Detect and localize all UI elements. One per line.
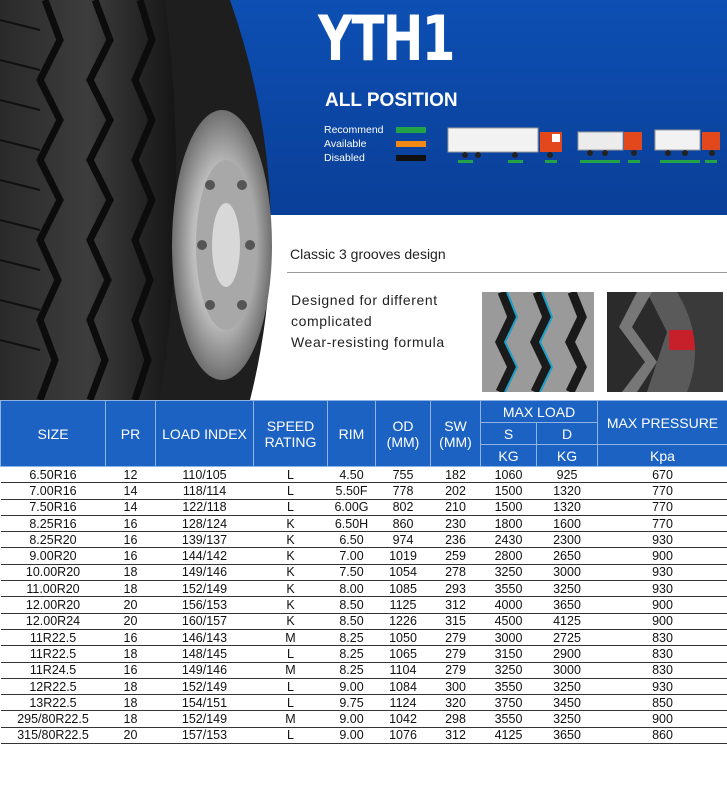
col-unit-kg-d: KG (537, 445, 598, 467)
col-load-d: D (537, 423, 598, 445)
table-cell: 974 (376, 532, 431, 548)
table-cell: 118/114 (156, 483, 254, 499)
table-cell: 16 (106, 515, 156, 531)
table-cell: 7.00 (328, 548, 376, 564)
table-cell: 18 (106, 711, 156, 727)
table-cell: 278 (431, 564, 481, 580)
table-cell: 3250 (481, 564, 537, 580)
table-cell: 5.50F (328, 483, 376, 499)
table-cell: M (254, 662, 328, 678)
table-row (1, 515, 727, 531)
table-cell: 6.00G (328, 499, 376, 515)
table-body (1, 467, 727, 744)
table-cell: 670 (598, 467, 727, 483)
col-sw: SW (MM) (431, 401, 481, 467)
table-cell: 156/153 (156, 597, 254, 613)
table-cell: 16 (106, 662, 156, 678)
tire-image (0, 0, 300, 400)
table-row (1, 646, 727, 662)
legend-recommend: Recommend (324, 123, 426, 137)
table-cell: 2725 (537, 629, 598, 645)
table-cell: 4125 (537, 613, 598, 629)
table-cell: 2300 (537, 532, 598, 548)
table-cell: 930 (598, 581, 727, 597)
table-row (1, 483, 727, 499)
table-cell: 1600 (537, 515, 598, 531)
table-cell: 12 (106, 467, 156, 483)
table-cell: 1042 (376, 711, 431, 727)
table-cell: 148/145 (156, 646, 254, 662)
table-cell: 4125 (481, 727, 537, 743)
col-load-s: S (481, 423, 537, 445)
table-cell: 3250 (537, 678, 598, 694)
table-row (1, 711, 727, 727)
table-cell: 149/146 (156, 662, 254, 678)
table-cell: 770 (598, 483, 727, 499)
legend-disabled: Disabled (324, 151, 426, 165)
table-cell: 152/149 (156, 711, 254, 727)
table-cell: 1065 (376, 646, 431, 662)
table-cell: 755 (376, 467, 431, 483)
table-cell: 3650 (537, 597, 598, 613)
table-cell: 10.00R20 (1, 564, 106, 580)
table-cell: M (254, 711, 328, 727)
table-cell: 2900 (537, 646, 598, 662)
table-cell: 900 (598, 597, 727, 613)
table-cell: 770 (598, 515, 727, 531)
table-cell: 152/149 (156, 678, 254, 694)
table-cell: 925 (537, 467, 598, 483)
table-cell: 11R22.5 (1, 646, 106, 662)
table-cell: 312 (431, 597, 481, 613)
table-cell: 298 (431, 711, 481, 727)
table-cell: 1320 (537, 483, 598, 499)
table-cell: 295/80R22.5 (1, 711, 106, 727)
table-cell: L (254, 678, 328, 694)
table-cell: 1076 (376, 727, 431, 743)
table-cell: 1019 (376, 548, 431, 564)
table-cell: 320 (431, 695, 481, 711)
table-cell: 18 (106, 695, 156, 711)
semi-truck-icon (448, 128, 562, 163)
col-max-load: MAX LOAD (481, 401, 598, 423)
table-cell: 3550 (481, 711, 537, 727)
table-cell: 202 (431, 483, 481, 499)
table-cell: 210 (431, 499, 481, 515)
table-cell: L (254, 499, 328, 515)
table-row (1, 564, 727, 580)
table-cell: 4500 (481, 613, 537, 629)
col-unit-kpa: Kpa (598, 445, 727, 467)
table-cell: 16 (106, 548, 156, 564)
table-cell: 12R22.5 (1, 678, 106, 694)
table-cell: K (254, 515, 328, 531)
table-cell: 300 (431, 678, 481, 694)
feature-text: Designed for different complicated Wear-resisting formula (291, 292, 445, 350)
col-od: OD (MM) (376, 401, 431, 467)
table-cell: 8.50 (328, 613, 376, 629)
table-cell: 1500 (481, 483, 537, 499)
table-cell: 18 (106, 564, 156, 580)
truck-icons (440, 122, 725, 172)
table-cell: 128/124 (156, 515, 254, 531)
table-cell: 144/142 (156, 548, 254, 564)
table-cell: 930 (598, 532, 727, 548)
table-cell: K (254, 613, 328, 629)
table-cell: L (254, 727, 328, 743)
table-cell: K (254, 532, 328, 548)
table-cell: 13R22.5 (1, 695, 106, 711)
table-cell: 900 (598, 613, 727, 629)
table-cell: 8.25 (328, 629, 376, 645)
table-cell: 3550 (481, 581, 537, 597)
table-cell: 860 (598, 727, 727, 743)
table-cell: 1084 (376, 678, 431, 694)
table-cell: 3450 (537, 695, 598, 711)
table-cell: 9.00 (328, 727, 376, 743)
table-cell: 3250 (537, 711, 598, 727)
table-cell: L (254, 483, 328, 499)
table-cell: 11R24.5 (1, 662, 106, 678)
table-cell: 110/105 (156, 467, 254, 483)
table-cell: 16 (106, 532, 156, 548)
table-row (1, 581, 727, 597)
table-cell: 930 (598, 564, 727, 580)
table-cell: 160/157 (156, 613, 254, 629)
col-max-pressure: MAX PRESSURE (598, 401, 727, 445)
table-row (1, 613, 727, 629)
table-cell: 930 (598, 678, 727, 694)
table-cell: 14 (106, 499, 156, 515)
table-row (1, 499, 727, 515)
table-cell: 279 (431, 646, 481, 662)
table-cell: L (254, 646, 328, 662)
table-cell: 3250 (481, 662, 537, 678)
table-cell: 18 (106, 646, 156, 662)
table-cell: 900 (598, 548, 727, 564)
table-row (1, 662, 727, 678)
table-cell: 1060 (481, 467, 537, 483)
feature-grooves: Classic 3 grooves design (290, 246, 446, 262)
legend-swatch (396, 127, 426, 133)
table-cell: 157/153 (156, 727, 254, 743)
table-cell: 8.25 (328, 646, 376, 662)
table-cell: L (254, 467, 328, 483)
table-cell: 7.50 (328, 564, 376, 580)
table-cell: 8.00 (328, 581, 376, 597)
table-cell: 1800 (481, 515, 537, 531)
table-cell: 6.50H (328, 515, 376, 531)
table-cell: 830 (598, 629, 727, 645)
table-cell: 2650 (537, 548, 598, 564)
table-cell: 1124 (376, 695, 431, 711)
table-cell: 3750 (481, 695, 537, 711)
table-row (1, 695, 727, 711)
table-cell: 9.00 (328, 678, 376, 694)
model-title: YTH1 (318, 2, 454, 75)
table-cell: 1500 (481, 499, 537, 515)
table-cell: 8.25 (328, 662, 376, 678)
table-cell: 279 (431, 662, 481, 678)
table-cell: 236 (431, 532, 481, 548)
table-cell: 20 (106, 613, 156, 629)
table-cell: 3650 (537, 727, 598, 743)
table-cell: 230 (431, 515, 481, 531)
table-cell: 3000 (537, 662, 598, 678)
table-cell: 8.25R16 (1, 515, 106, 531)
col-load-index: LOAD INDEX (156, 401, 254, 467)
table-cell: 3250 (537, 581, 598, 597)
table-cell: 2430 (481, 532, 537, 548)
table-cell: 20 (106, 597, 156, 613)
table-row (1, 678, 727, 694)
table-cell: L (254, 695, 328, 711)
table-cell: 3550 (481, 678, 537, 694)
table-row (1, 532, 727, 548)
table-cell: 259 (431, 548, 481, 564)
table-cell: 860 (376, 515, 431, 531)
table-cell: 315 (431, 613, 481, 629)
table-cell: 830 (598, 662, 727, 678)
table-header (1, 401, 727, 467)
divider (287, 272, 727, 273)
table-cell: 11R22.5 (1, 629, 106, 645)
subtitle: ALL POSITION (325, 90, 458, 111)
table-cell: 11.00R20 (1, 581, 106, 597)
table-cell: K (254, 597, 328, 613)
col-rim: RIM (328, 401, 376, 467)
table-cell: 20 (106, 727, 156, 743)
col-pr: PR (106, 401, 156, 467)
table-cell: 139/137 (156, 532, 254, 548)
table-cell: 149/146 (156, 564, 254, 580)
table-cell: 1085 (376, 581, 431, 597)
table-cell: 12.00R20 (1, 597, 106, 613)
groove-closeup-image (607, 292, 723, 392)
table-cell: 3000 (537, 564, 598, 580)
table-cell: 14 (106, 483, 156, 499)
table-cell: 8.50 (328, 597, 376, 613)
table-cell: 312 (431, 727, 481, 743)
col-size: SIZE (1, 401, 106, 467)
table-cell: 152/149 (156, 581, 254, 597)
table-row (1, 597, 727, 613)
table-row (1, 727, 727, 743)
table-cell: 830 (598, 646, 727, 662)
table-cell: 18 (106, 678, 156, 694)
table-cell: 12.00R24 (1, 613, 106, 629)
table-cell: 4.50 (328, 467, 376, 483)
table-cell: 3150 (481, 646, 537, 662)
table-cell: 1104 (376, 662, 431, 678)
tread-closeup-image (482, 292, 594, 392)
table-cell: K (254, 548, 328, 564)
table-cell: 6.50 (328, 532, 376, 548)
table-cell: K (254, 564, 328, 580)
box-truck-icon (655, 130, 720, 163)
table-cell: 1320 (537, 499, 598, 515)
table-cell: 154/151 (156, 695, 254, 711)
table-cell: 1054 (376, 564, 431, 580)
table-cell: 3000 (481, 629, 537, 645)
table-cell: 293 (431, 581, 481, 597)
table-cell: K (254, 581, 328, 597)
table-cell: 1125 (376, 597, 431, 613)
legend (324, 123, 426, 165)
col-speed-rating: SPEED RATING (254, 401, 328, 467)
table-cell: 146/143 (156, 629, 254, 645)
table-cell: M (254, 629, 328, 645)
table-cell: 778 (376, 483, 431, 499)
dump-truck-icon (578, 132, 642, 163)
legend-swatch (396, 141, 426, 147)
table-cell: 315/80R22.5 (1, 727, 106, 743)
table-cell: 16 (106, 629, 156, 645)
table-cell: 7.00R16 (1, 483, 106, 499)
table-cell: 9.75 (328, 695, 376, 711)
table-cell: 6.50R16 (1, 467, 106, 483)
table-cell: 2800 (481, 548, 537, 564)
table-cell: 1226 (376, 613, 431, 629)
table-cell: 279 (431, 629, 481, 645)
table-cell: 1050 (376, 629, 431, 645)
table-cell: 182 (431, 467, 481, 483)
table-cell: 850 (598, 695, 727, 711)
table-cell: 8.25R20 (1, 532, 106, 548)
spec-table (0, 400, 727, 744)
table-row (1, 548, 727, 564)
table-cell: 9.00R20 (1, 548, 106, 564)
table-cell: 7.50R16 (1, 499, 106, 515)
table-cell: 4000 (481, 597, 537, 613)
table-cell: 18 (106, 581, 156, 597)
table-cell: 802 (376, 499, 431, 515)
table-cell: 900 (598, 711, 727, 727)
table-row (1, 629, 727, 645)
col-unit-kg-s: KG (481, 445, 537, 467)
legend-swatch (396, 155, 426, 161)
table-cell: 9.00 (328, 711, 376, 727)
table-cell: 122/118 (156, 499, 254, 515)
legend-available: Available (324, 137, 426, 151)
table-row (1, 467, 727, 483)
table-cell: 770 (598, 499, 727, 515)
